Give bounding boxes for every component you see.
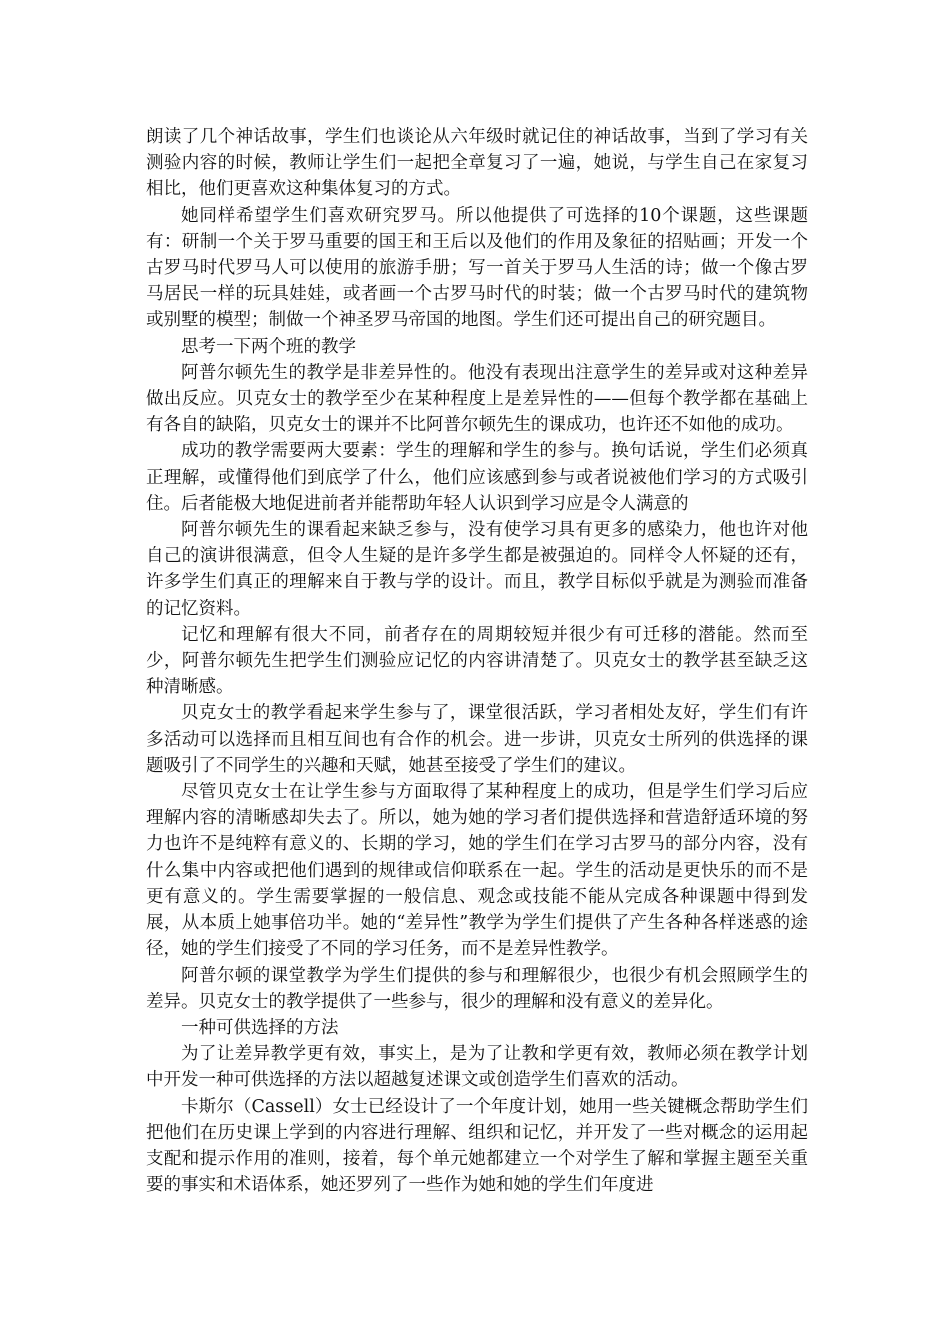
paragraph-13: 卡斯尔（Cassell）女士已经设计了一个年度计划，她用一些关键概念帮助学生们把他们在历史课上学到的内容进行理解、组织和记忆，并开发了一些对概念的运用起支配和提示作用的准则，接着，每个单元她都建立一个对学生了解和掌握主题至关重要的事实和术语体系，她还罗列了一些作为她和她的学生们年度进 [146, 1096, 808, 1196]
section-heading-alternative-approach: 一种可供选择的方法 [181, 1017, 339, 1038]
paragraph-10: 阿普尔顿的课堂教学为学生们提供的参与和理解很少，也很少有机会照顾学生的差异。贝克女士的教学提供了一些参与，很少的理解和没有意义的差异化。 [146, 965, 808, 1012]
paragraph-4: 阿普尔顿先生的教学是非差异性的。他没有表现出注意学生的差异或对这种差异做出反应。贝克女士的教学至少在某种程度上是差异性的——但每个教学都在基础上有各自的缺陷，贝克女士的课并不比阿普尔顿先生的课成功，也许还不如他的成功。 [146, 362, 808, 436]
paragraph-6: 阿普尔顿先生的课看起来缺乏参与，没有使学习具有更多的感染力，他也许对他自己的演讲很满意，但令人生疑的是许多学生都是被强迫的。同样令人怀疑的还有，许多学生们真正的理解来自于教与学的设计。而且，教学目标似乎就是为测验而准备的记忆资料。 [146, 520, 808, 619]
paragraph-7: 记忆和理解有很大不同，前者存在的周期较短并很少有可迁移的潜能。然而至少，阿普尔顿先生把学生们测验应记忆的内容讲清楚了。贝克女士的教学甚至缺乏这种清晰感。 [146, 624, 808, 698]
paragraph-9: 尽管贝克女士在让学生参与方面取得了某种程度上的成功，但是学生们学习后应理解内容的清晰感却失去了。所以，她为她的学习者们提供选择和营造舒适环境的努力也许不是纯粹有意义的、长期的学习，她的学生们在学习古罗马的部分内容，没有什么集中内容或把他们遇到的规律或信仰联系在一起。学生的活动是更快乐的而不是更有意义的。学生需要掌握的一般信息、观念或技能不能从完成各种课题中得到发展，从本质上她事倍功半。她的“差异性”教学为学生们提供了产生各种各样迷惑的途径，她的学生们接受了不同的学习任务，而不是差异性教学。 [146, 782, 808, 960]
section-heading-two-classes: 思考一下两个班的教学 [181, 336, 356, 357]
paragraph-2: 她同样希望学生们喜欢研究罗马。所以他提供了可选择的10个课题，这些课题有：研制一个关于罗马重要的国王和王后以及他们的作用及象征的招贴画；开发一个古罗马时代罗马人可以使用的旅游手册；写一首关于罗马人生活的诗；做一个像古罗马居民一样的玩具娃娃，或者画一个古罗马时代的时装；做一个古罗马时代的建筑物或别墅的模型；制做一个神圣罗马帝国的地图。学生们还可提出自己的研究题目。 [146, 205, 808, 331]
paragraph-8: 贝克女士的教学看起来学生参与了，课堂很活跃，学习者相处友好，学生们有许多活动可以选择而且相互间也有合作的机会。进一步讲，贝克女士所列的供选择的课题吸引了不同学生的兴趣和天赋，她甚至接受了学生们的建议。 [146, 703, 808, 776]
paragraph-1: 朗读了几个神话故事，学生们也谈论从六年级时就记住的神话故事，当到了学习有关测验内容的时候，教师让学生们一起把全章复习了一遍，她说，与学生自己在家复习相比，他们更喜欢这种集体复习的方式。 [146, 127, 808, 200]
paragraph-5: 成功的教学需要两大要素：学生的理解和学生的参与。换句话说，学生们必须真正理解，或懂得他们到底学了什么，他们应该感到参与或者说被他们学习的方式吸引住。后者能极大地促进前者并能帮助年轻人认识到学习应是令人满意的 [146, 441, 808, 514]
document-body [146, 124, 808, 1198]
paragraph-12: 为了让差异教学更有效，事实上，是为了让教和学更有效，教师必须在教学计划中开发一种可供选择的方法以超越复述课文或创造学生们喜欢的活动。 [146, 1044, 808, 1091]
